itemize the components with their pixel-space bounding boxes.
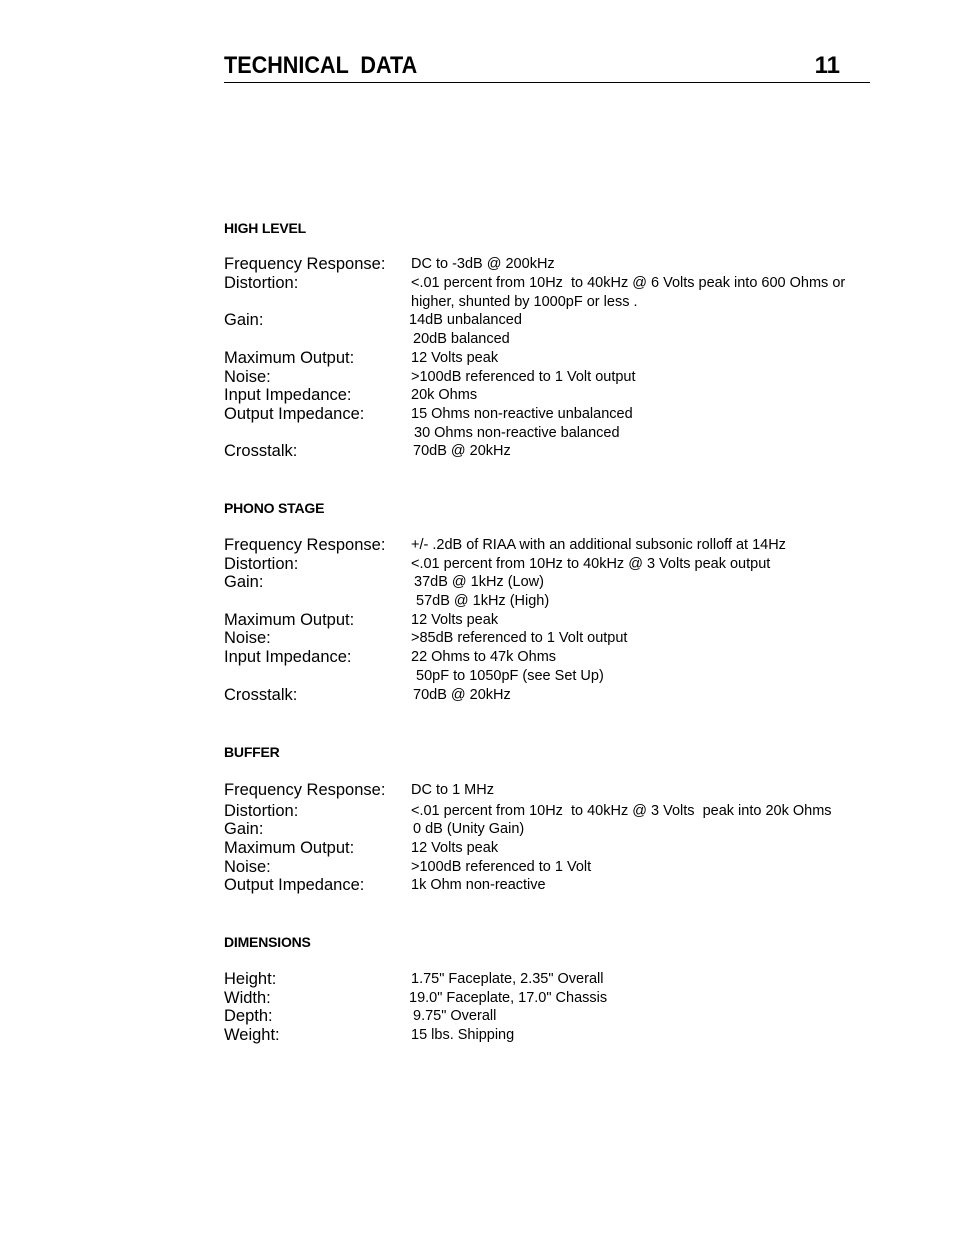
spec-value: <.01 percent from 10Hz to 40kHz @ 6 Volts peak into 600 Ohms or [411, 275, 846, 291]
spec-value-continued: higher, shunted by 1000pF or less . [411, 294, 638, 310]
spec-value: 12 Volts peak [411, 612, 499, 628]
spec-value: <.01 percent from 10Hz to 40kHz @ 3 Volts peak output [411, 556, 771, 572]
spec-label: Input Impedance: [224, 648, 352, 666]
spec-label: Maximum Output: [224, 611, 355, 629]
spec-value-continued: 57dB @ 1kHz (High) [416, 593, 550, 609]
spec-value: 15 Ohms non-reactive unbalanced [411, 406, 633, 422]
spec-row-crosstalk [224, 686, 870, 705]
spec-value: 19.0" Faceplate, 17.0" Chassis [409, 990, 608, 1006]
section-heading: BUFFER [224, 744, 280, 760]
spec-value: <.01 percent from 10Hz to 40kHz @ 3 Volts peak into 20k Ohms [411, 803, 832, 819]
spec-row-width [224, 989, 870, 1008]
spec-value-continued: 20dB balanced [413, 331, 510, 347]
spec-value: 20k Ohms [411, 387, 478, 403]
spec-label: Crosstalk: [224, 442, 298, 460]
spec-value-continued: 30 Ohms non-reactive balanced [414, 425, 620, 441]
spec-label: Noise: [224, 858, 271, 876]
header-rule [224, 82, 870, 83]
spec-value: 9.75" Overall [413, 1008, 497, 1024]
spec-value: +/- .2dB of RIAA with an additional subsonic rolloff at 14Hz [411, 537, 786, 553]
spec-value: DC to -3dB @ 200kHz [411, 256, 555, 272]
spec-label: Distortion: [224, 802, 299, 820]
spec-row-distortion [224, 555, 870, 574]
spec-value: 22 Ohms to 47k Ohms [411, 649, 557, 665]
spec-row-maximum-output [224, 611, 870, 630]
spec-value: 12 Volts peak [411, 840, 499, 856]
spec-value: 70dB @ 20kHz [413, 443, 511, 459]
spec-row-height [224, 970, 870, 989]
spec-row-maximum-output [224, 349, 870, 368]
spec-row-weight [224, 1026, 870, 1045]
section-heading: DIMENSIONS [224, 934, 311, 950]
spec-value: 1.75" Faceplate, 2.35" Overall [411, 971, 604, 987]
spec-value: 12 Volts peak [411, 350, 499, 366]
section-phono-stage [224, 499, 870, 705]
section-heading: PHONO STAGE [224, 500, 325, 516]
spec-row-output-impedance [224, 876, 870, 895]
spec-row-output-impedance [224, 405, 870, 443]
spec-row-crosstalk [224, 442, 870, 461]
spec-value: 14dB unbalanced [409, 312, 522, 328]
spec-value: 70dB @ 20kHz [413, 687, 511, 703]
spec-label: Frequency Response: [224, 781, 386, 799]
spec-row-gain [224, 311, 870, 349]
spec-label: Noise: [224, 368, 271, 386]
spec-label: Maximum Output: [224, 839, 355, 857]
spec-value: >100dB referenced to 1 Volt [411, 859, 592, 875]
spec-label: Output Impedance: [224, 876, 365, 894]
spec-row-distortion [224, 274, 870, 312]
spec-value: DC to 1 MHz [411, 782, 494, 798]
spec-row-depth [224, 1007, 870, 1026]
spec-row-input-impedance [224, 386, 870, 405]
spec-value-continued: 50pF to 1050pF (see Set Up) [416, 668, 604, 684]
spec-value: >85dB referenced to 1 Volt output [411, 630, 628, 646]
spec-value: 15 lbs. Shipping [411, 1027, 515, 1043]
section-buffer [224, 743, 870, 895]
spec-label: Frequency Response: [224, 536, 386, 554]
page-title: TECHNICAL DATA [224, 52, 418, 79]
spec-label: Maximum Output: [224, 349, 355, 367]
spec-label: Input Impedance: [224, 386, 352, 404]
spec-label: Depth: [224, 1007, 273, 1025]
spec-row-noise [224, 368, 870, 387]
spec-label: Frequency Response: [224, 255, 386, 273]
spec-row-gain [224, 820, 870, 839]
spec-label: Weight: [224, 1026, 280, 1044]
spec-row-frequency-response [224, 536, 870, 555]
spec-row-noise [224, 858, 870, 877]
section-dimensions [224, 933, 870, 1045]
spec-label: Distortion: [224, 555, 299, 573]
spec-row-noise [224, 629, 870, 648]
spec-label: Distortion: [224, 274, 299, 292]
spec-label: Output Impedance: [224, 405, 365, 423]
spec-row-gain [224, 573, 870, 611]
section-heading: HIGH LEVEL [224, 220, 307, 236]
spec-value: 37dB @ 1kHz (Low) [414, 574, 544, 590]
spec-label: Height: [224, 970, 277, 988]
spec-row-distortion [224, 802, 870, 821]
spec-row-frequency-response [224, 255, 870, 274]
spec-label: Gain: [224, 573, 264, 591]
spec-label: Width: [224, 989, 271, 1007]
spec-row-frequency-response [224, 781, 870, 800]
page-number: 11 [814, 52, 840, 79]
spec-row-maximum-output [224, 839, 870, 858]
section-high-level [224, 219, 870, 461]
spec-value: 1k Ohm non-reactive [411, 877, 546, 893]
spec-label: Noise: [224, 629, 271, 647]
spec-label: Gain: [224, 820, 264, 838]
spec-label: Gain: [224, 311, 264, 329]
spec-value: >100dB referenced to 1 Volt output [411, 369, 636, 385]
spec-row-input-impedance [224, 648, 870, 686]
spec-value: 0 dB (Unity Gain) [413, 821, 525, 837]
spec-label: Crosstalk: [224, 686, 298, 704]
